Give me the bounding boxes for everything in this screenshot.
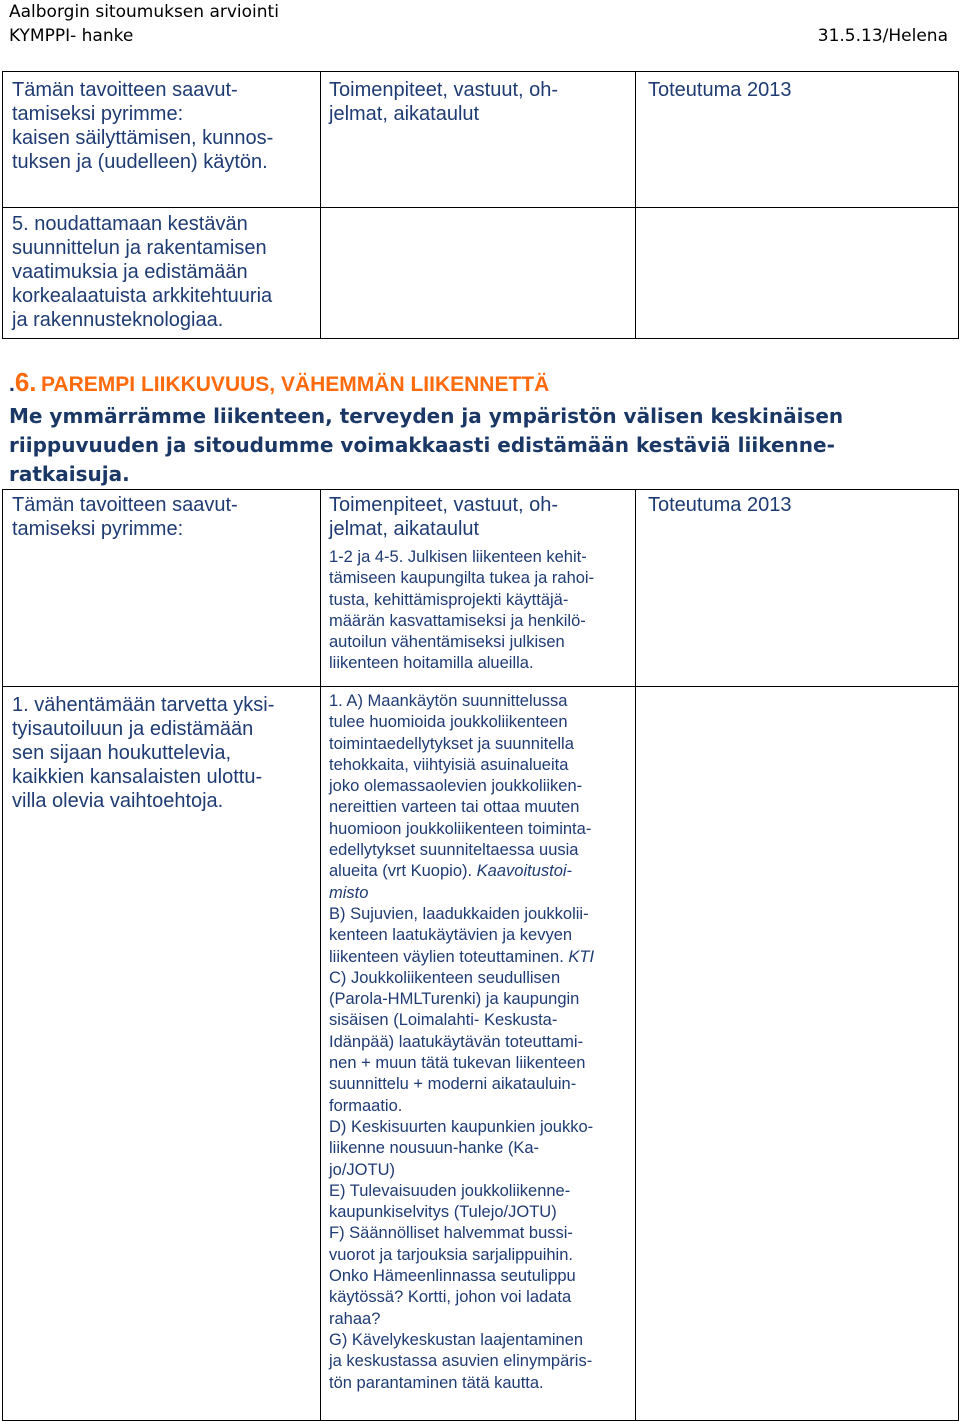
text-line: villa olevia vaihtoehtoja. — [12, 790, 224, 812]
text-line: rahaa? — [329, 1309, 381, 1328]
table-cell — [636, 687, 959, 1421]
text-line: vaatimuksia ja edistämään — [12, 261, 248, 283]
action-d-text — [329, 1117, 627, 1181]
table-cell — [321, 72, 636, 208]
text-line: Toimenpiteet, vastuut, oh- — [329, 79, 559, 101]
table-cell — [3, 208, 321, 339]
table-cell — [636, 490, 959, 687]
text-line: toimintaedellytykset ja suunnitella — [329, 734, 574, 753]
table-row — [3, 490, 959, 687]
text-line: Tämän tavoitteen saavut- — [12, 79, 238, 101]
table-row — [3, 72, 959, 208]
text-line: F) Säännölliset halvemmat bussi- — [329, 1224, 573, 1243]
text-line: jelmat, aikataulut — [329, 518, 480, 540]
text-line: kaisen säilyttämisen, kunnos- — [12, 127, 274, 149]
text-line: Tämän tavoitteen saavut- — [12, 494, 238, 516]
section-6-prefix: . — [9, 373, 15, 396]
column-heading-actions — [321, 490, 635, 541]
text-line: jo/JOTU) — [329, 1160, 395, 1179]
text-line: Me ymmärrämme liikenteen, terveyden ja ympäristön välisen keskinäisen — [9, 404, 844, 428]
text-line: käytössä? Kortti, johon voi ladata — [329, 1288, 572, 1307]
table-cell — [636, 72, 959, 208]
table-row — [3, 208, 959, 339]
column-heading-realization: Toteutuma 2013 — [648, 79, 792, 101]
text-line: huomioon joukkoliikenteen toiminta- — [329, 819, 592, 838]
action-e-text — [329, 1181, 627, 1224]
action-f-text — [329, 1223, 627, 1329]
action-a-responsible: Kaavoitustoi- — [476, 862, 573, 881]
table-cell — [321, 208, 636, 339]
text-line: nen + muun tätä tukevan liikenteen — [329, 1054, 586, 1073]
header-project-title: Aalborgin sitoumuksen arviointi — [9, 2, 279, 22]
text-line: D) Keskisuurten kaupunkien joukko- — [329, 1117, 594, 1136]
table-row — [3, 687, 959, 1421]
section-6-title — [9, 367, 549, 398]
column-heading-actions — [321, 72, 635, 126]
text-line: korkealaatuista arkkitehtuuria — [12, 285, 273, 307]
text-line: 5. noudattamaan kestävän — [12, 213, 248, 235]
table-cell — [636, 208, 959, 339]
table-cell — [3, 687, 321, 1421]
goal-text-continued — [3, 126, 320, 174]
text-line: sisäisen (Loimalahti- Keskusta- — [329, 1011, 558, 1030]
text-line: 1. vähentämään tarvetta yksi- — [12, 694, 275, 716]
text-line: Idänpää) laatukäytävän toteuttami- — [329, 1032, 584, 1051]
text-line: E) Tulevaisuuden joukkoliikenne- — [329, 1181, 571, 1200]
table-cell — [3, 72, 321, 208]
general-actions-text — [321, 541, 635, 675]
header-date-author: 31.5.13/Helena — [817, 26, 948, 46]
text-line: suunnittelun ja rakentamisen — [12, 237, 267, 259]
text-line: C) Joukkoliikenteen seudullisen — [329, 968, 561, 987]
column-heading-goals — [3, 490, 320, 541]
text-line: tamiseksi pyrimme: — [12, 103, 184, 125]
text-line: kaikkien kansalaisten ulottu- — [12, 766, 263, 788]
text-line: Toimenpiteet, vastuut, oh- — [329, 494, 559, 516]
text-line: Onko Hämeenlinnassa seutulippu — [329, 1267, 576, 1286]
text-line: tuksen ja (uudelleen) käytön. — [12, 151, 268, 173]
action-c-text — [329, 968, 627, 1117]
section-6-number: 6. — [14, 367, 37, 397]
text-line: määrän kasvattamiseksi ja henkilö- — [329, 611, 586, 630]
column-heading-realization: Toteutuma 2013 — [648, 494, 792, 516]
header-project-name: KYMPPI- hanke — [9, 26, 134, 46]
text-line: tusta, kehittämisprojekti käyttäjä- — [329, 590, 569, 609]
text-line: 1. A) Maankäytön suunnittelussa — [329, 692, 568, 710]
text-line: kenteen laatukäytävien ja kevyen — [329, 926, 573, 945]
text-line: (Parola-HMLTurenki) ja kaupungin — [329, 990, 580, 1009]
action-b-responsible: KTI — [568, 947, 595, 966]
text-line: liikenne nousuun-hanke (Ka- — [329, 1139, 540, 1158]
actions-1-list — [321, 687, 635, 1394]
action-b-last-line: liikenteen väylien toteuttaminen. KTI — [329, 947, 595, 966]
goals-table-previous — [2, 71, 959, 339]
goal-1-text — [3, 687, 320, 813]
text-line: autoilun vähentämiseksi julkisen — [329, 633, 565, 652]
text-line: B) Sujuvien, laadukkaiden joukkolii- — [329, 904, 589, 923]
text-line: ja rakennusteknologiaa. — [12, 309, 224, 331]
section-6-title-text: PAREMPI LIIKKUVUUS, VÄHEMMÄN LIIKENNETTÄ — [40, 373, 550, 396]
text-line: tulee huomioida joukkoliikenteen — [329, 713, 568, 732]
table-cell — [321, 490, 636, 687]
action-b-text — [329, 904, 627, 947]
text-line: tyisautoiluun ja edistämään — [12, 718, 254, 740]
text-line: tön parantaminen tätä kautta. — [329, 1373, 544, 1392]
text-line: tamiseksi pyrimme: — [12, 518, 184, 540]
text-line: suunnittelu + moderni aikatauluin- — [329, 1075, 577, 1094]
table-cell — [3, 490, 321, 687]
text-line: tämiseen kaupungilta tukea ja rahoi- — [329, 569, 595, 588]
text-line: vuorot ja tarjouksia sarjalippuihin. — [329, 1245, 573, 1264]
action-a-last-line: alueita (vrt Kuopio). Kaavoitustoi- — [329, 862, 573, 881]
section-6-statement — [9, 402, 954, 489]
text-line: tehokkaita, viihtyisiä asuinalueita — [329, 755, 569, 774]
text-line: riippuvuuden ja sitoudumme voimakkaasti edistämään kestäviä liikenne- — [9, 433, 835, 457]
text-line: formaatio. — [329, 1096, 403, 1115]
text-line: kaupunkiselvitys (Tulejo/JOTU) — [329, 1203, 557, 1222]
action-g-text — [329, 1330, 627, 1394]
table-cell — [321, 687, 636, 1421]
text-line: jelmat, aikataulut — [329, 103, 480, 125]
column-heading-goals — [3, 72, 320, 126]
text-line: 1-2 ja 4-5. Julkisen liikenteen kehit- — [329, 548, 587, 566]
text-line: ja keskustassa asuvien elinympäris- — [329, 1352, 593, 1371]
action-a-text — [329, 691, 627, 861]
text-line: liikenteen hoitamilla alueilla. — [329, 654, 534, 673]
text-line: ratkaisuja. — [9, 462, 130, 486]
goals-table-mobility — [2, 489, 959, 1421]
action-a-responsible-cont: misto — [329, 883, 369, 902]
text-line: G) Kävelykeskustan laajentaminen — [329, 1330, 584, 1349]
text-line: joko olemassaolevien joukkoliiken- — [329, 777, 583, 796]
text-line: sen sijaan houkuttelevia, — [12, 742, 232, 764]
text-line: nereittien varteen tai ottaa muuten — [329, 798, 580, 817]
text-line: edellytykset suunniteltaessa uusia — [329, 841, 579, 860]
goal-5-text — [3, 208, 320, 332]
